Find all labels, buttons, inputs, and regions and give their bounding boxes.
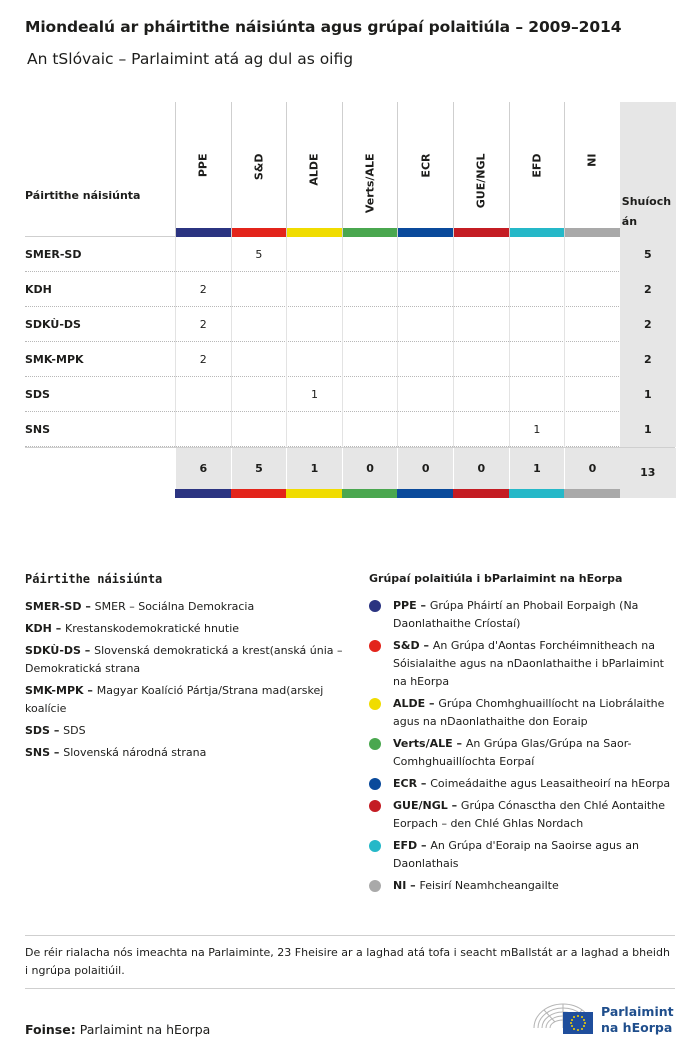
seat-cell: 2: [175, 307, 231, 342]
party-full-name: Magyar Koalíció Pártja/Strana mad(arskej koalície: [25, 684, 324, 715]
group-legend-item: [369, 775, 679, 793]
seat-cell: [342, 412, 398, 447]
column-header: [564, 102, 620, 237]
party-full-name: Slovenská národná strana: [63, 746, 207, 759]
group-legend-item: [369, 797, 679, 833]
party-full-name: Slovenská demokratická a krest(anská únia – Demokratická strana: [25, 644, 343, 675]
group-full-name: Grúpa Chomhghuaillíocht na Liobrálaithe agus na nDaonlathaithe don Eoraip: [393, 697, 665, 728]
party-full-name: SDS: [63, 724, 86, 737]
european-parliament-logo: [530, 998, 680, 1038]
separator: –: [417, 777, 431, 790]
table-row: [25, 307, 675, 342]
table-row: [25, 237, 675, 272]
party-legend-item: [25, 722, 345, 740]
column-header-label: NI: [585, 153, 599, 167]
party-abbr: SDKÙ-DS: [25, 644, 81, 657]
source-label: Foinse:: [25, 1022, 76, 1037]
seat-cell: [453, 412, 509, 447]
group-legend: [369, 572, 679, 899]
column-total-cell: 5: [231, 448, 287, 489]
group-color-bar: [286, 489, 342, 498]
column-header: [231, 102, 287, 237]
seat-cell: [453, 237, 509, 272]
group-color-bar: [398, 228, 453, 237]
column-header: [342, 102, 398, 237]
party-name: KDH: [25, 283, 52, 296]
table-body: [25, 237, 675, 447]
column-header-label: S&D: [252, 153, 266, 181]
total-column-header: [620, 102, 676, 237]
seat-cell: [397, 412, 453, 447]
seat-cell: [509, 342, 565, 377]
seat-cell: [175, 377, 231, 412]
group-color-bar: [565, 228, 620, 237]
seat-cell: [564, 342, 620, 377]
table-row: [25, 342, 675, 377]
party-abbr: SMK-MPK: [25, 684, 84, 697]
group-color-bar: [454, 228, 509, 237]
chart-title: Miondealú ar pháirtithe náisiúnta agus grúpaí polaitiúla – 2009–2014: [25, 18, 622, 36]
seat-cell: [342, 377, 398, 412]
group-color-bar: [564, 489, 620, 498]
party-legend-item: [25, 642, 345, 678]
seat-cell: [231, 342, 287, 377]
seat-cell: [453, 307, 509, 342]
group-color-bar: [176, 228, 231, 237]
separator: –: [425, 697, 439, 710]
seat-cell: [175, 412, 231, 447]
group-abbr: GUE/NGL: [393, 799, 448, 812]
group-color-bar: [175, 489, 231, 498]
divider: [25, 988, 675, 989]
separator: –: [81, 600, 95, 613]
group-color-dot-icon: [369, 880, 381, 892]
seat-cell: [564, 307, 620, 342]
column-header: [175, 102, 231, 237]
table-row: [25, 412, 675, 447]
total-column-label: Shuíochán: [621, 195, 672, 228]
table-header: [25, 102, 675, 237]
seat-cell: 1: [286, 377, 342, 412]
seat-cell: [397, 237, 453, 272]
column-total-cell: 0: [564, 448, 620, 489]
group-color-bar: [397, 489, 453, 498]
group-color-dot-icon: [369, 640, 381, 652]
party-legend-item: [25, 682, 345, 718]
seat-cell: [397, 342, 453, 377]
seat-cell: [342, 307, 398, 342]
group-full-name: Grúpa Pháirtí an Phobail Eorpaigh (Na Daonlathaithe Críostaí): [393, 599, 639, 630]
seat-cell: [564, 377, 620, 412]
group-legend-item: [369, 837, 679, 873]
group-legend-title: Grúpaí polaitiúla i bParlaimint na hEorpa: [369, 572, 623, 585]
group-abbr: EFD: [393, 839, 418, 852]
seat-cell: [564, 237, 620, 272]
footnote: De réir rialacha nós imeachta na Parlaiminte, 23 Fheisire ar a laghad atá tofa i seacht mBallstát ar a laghad a bheidh i ngrúpa polaitiúil.: [25, 946, 670, 977]
seat-cell: [342, 237, 398, 272]
group-legend-item: [369, 637, 679, 691]
seat-cell: [342, 342, 398, 377]
seat-cell: [342, 272, 398, 307]
seat-cell: [397, 307, 453, 342]
totals-row: [25, 447, 675, 497]
separator: –: [416, 599, 430, 612]
column-total-cell: 1: [509, 448, 565, 489]
separator: –: [447, 799, 461, 812]
party-abbr: SDS: [25, 724, 50, 737]
column-total-cell: 0: [453, 448, 509, 489]
seat-cell: [509, 307, 565, 342]
group-abbr: Verts/ALE: [393, 737, 453, 750]
seat-cell: [286, 307, 342, 342]
row-total-cell: 2: [620, 307, 676, 342]
column-header-label: GUE/NGL: [474, 153, 488, 209]
party-name: SDS: [25, 388, 50, 401]
group-legend-item: [369, 695, 679, 731]
seat-cell: [175, 237, 231, 272]
column-header: [509, 102, 565, 237]
group-color-dot-icon: [369, 800, 381, 812]
source-line: [25, 1022, 210, 1037]
seat-cell: [286, 342, 342, 377]
party-full-name: Krestanskodemokratické hnutie: [65, 622, 240, 635]
group-full-name: Coimeádaithe agus Leasaitheoirí na hEorpa: [430, 777, 671, 790]
group-color-bar: [342, 489, 398, 498]
group-full-name: An Grúpa Glas/Grúpa na Saor-Comhghuaillíochta Eorpaí: [393, 737, 632, 768]
seat-cell: [397, 272, 453, 307]
party-abbr: SNS: [25, 746, 51, 759]
group-legend-item: [369, 735, 679, 771]
group-abbr: S&D: [393, 639, 420, 652]
column-header-label: ALDE: [307, 153, 321, 186]
party-name: SMER-SD: [25, 248, 82, 261]
table-row: [25, 272, 675, 307]
column-total-cell: 1: [286, 448, 342, 489]
group-color-bar: [343, 228, 398, 237]
group-color-bar: [509, 489, 565, 498]
seat-cell: 5: [231, 237, 287, 272]
seat-cell: [509, 377, 565, 412]
group-abbr: PPE: [393, 599, 417, 612]
row-total-cell: 1: [620, 377, 676, 412]
column-header-label: Verts/ALE: [363, 153, 377, 214]
logo-line2: na hEorpa: [601, 1020, 673, 1035]
party-abbr: SMER-SD: [25, 600, 82, 613]
group-color-dot-icon: [369, 698, 381, 710]
seat-cell: 2: [175, 342, 231, 377]
separator: –: [80, 644, 95, 657]
group-color-dot-icon: [369, 840, 381, 852]
group-abbr: ECR: [393, 777, 418, 790]
row-header-label: Páirtithe náisiúnta: [25, 189, 141, 202]
seat-cell: [564, 272, 620, 307]
party-legend-item: [25, 744, 345, 762]
group-color-bar: [231, 489, 287, 498]
column-header-label: EFD: [530, 153, 544, 178]
group-full-name: An Grúpa d'Aontas Forchéimnitheach na Sóisialaithe agus na nDaonlathaithe i bParlaimint na hEorpa: [393, 639, 664, 688]
row-total-cell: 1: [620, 412, 676, 447]
group-color-bar: [453, 489, 509, 498]
party-name: SDKÙ-DS: [25, 318, 81, 331]
column-total-cell: 6: [175, 448, 231, 489]
seat-cell: [231, 307, 287, 342]
separator: –: [419, 639, 433, 652]
party-legend-item: [25, 598, 345, 616]
column-header: [286, 102, 342, 237]
party-name: SNS: [25, 423, 51, 436]
source-value: Parlaimint na hEorpa: [79, 1022, 211, 1037]
group-full-name: Feisirí Neamhcheangailte: [419, 879, 559, 892]
seat-cell: 1: [509, 412, 565, 447]
seat-cell: [453, 342, 509, 377]
group-abbr: NI: [393, 879, 407, 892]
party-legend-item: [25, 620, 345, 638]
separator: –: [50, 746, 64, 759]
seat-cell: [453, 272, 509, 307]
seat-cell: [286, 412, 342, 447]
column-total-cell: 0: [397, 448, 453, 489]
column-header-label: PPE: [196, 153, 210, 178]
separator: –: [452, 737, 466, 750]
row-total-cell: 5: [620, 237, 676, 272]
table-row: [25, 377, 675, 412]
group-full-name: Grúpa Cónasctha den Chlé Aontaithe Eorpach – den Chlé Ghlas Nordach: [393, 799, 665, 830]
party-abbr: KDH: [25, 622, 52, 635]
seat-cell: [453, 377, 509, 412]
logo-line1: Parlaimint: [601, 1004, 674, 1019]
seat-cell: [286, 237, 342, 272]
logo-text: [601, 1004, 674, 1036]
group-color-bar: [510, 228, 565, 237]
separator: –: [51, 622, 66, 635]
party-legend: [25, 572, 345, 766]
group-legend-item: [369, 877, 679, 895]
seat-cell: [509, 272, 565, 307]
column-header: [397, 102, 453, 237]
seat-cell: [397, 377, 453, 412]
group-abbr: ALDE: [393, 697, 426, 710]
group-color-dot-icon: [369, 738, 381, 750]
separator: –: [406, 879, 420, 892]
divider: [25, 935, 675, 936]
seat-cell: [286, 272, 342, 307]
row-total-cell: 2: [620, 342, 676, 377]
grand-total-cell: 13: [620, 448, 676, 498]
group-legend-item: [369, 597, 679, 633]
group-color-bar: [232, 228, 287, 237]
column-total-cell: 0: [342, 448, 398, 489]
party-name: SMK-MPK: [25, 353, 84, 366]
seat-cell: 2: [175, 272, 231, 307]
group-color-dot-icon: [369, 600, 381, 612]
chart-subtitle: An tSlóvaic – Parlaimint atá ag dul as oifig: [27, 50, 354, 68]
party-legend-title: Páirtithe náisiúnta: [25, 572, 163, 586]
seat-cell: [564, 412, 620, 447]
column-header-label: ECR: [419, 153, 433, 178]
european-parliament-hemicycle-icon: [530, 998, 596, 1038]
seat-table: [25, 102, 675, 497]
seat-cell: [231, 412, 287, 447]
party-full-name: SMER – Sociálna Demokracia: [94, 600, 255, 613]
separator: –: [83, 684, 97, 697]
row-total-cell: 2: [620, 272, 676, 307]
group-full-name: An Grúpa d'Eoraip na Saoirse agus an Daonlathais: [393, 839, 639, 870]
separator: –: [49, 724, 64, 737]
seat-cell: [231, 377, 287, 412]
group-color-bar: [287, 228, 342, 237]
column-header: [453, 102, 509, 237]
separator: –: [417, 839, 431, 852]
seat-cell: [231, 272, 287, 307]
group-color-dot-icon: [369, 778, 381, 790]
seat-cell: [509, 237, 565, 272]
